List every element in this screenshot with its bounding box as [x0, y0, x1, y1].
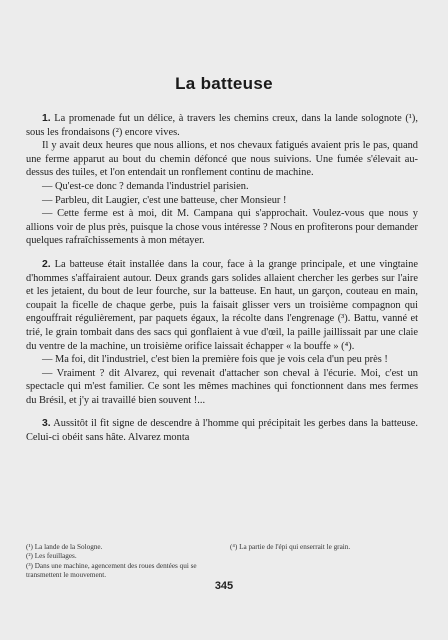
footnote: (¹) La lande de la Sologne. [26, 543, 103, 551]
page-number: 345 [214, 580, 234, 592]
footnotes [26, 543, 418, 581]
paragraph [26, 207, 418, 248]
paragraph-text: — Parbleu, dit Laugier, c'est une batteuse, cher Monsieur ! [42, 194, 287, 206]
paragraph [26, 417, 418, 444]
paragraph [26, 194, 418, 208]
paragraph-text: — Qu'est-ce donc ? demanda l'industriel parisien. [42, 180, 249, 192]
paragraph [26, 112, 418, 139]
paragraph-text: La batteuse était installée dans la cour, face à la grange principale, et une vingtaine d'hommes s'affairaient autour. Deux grands gars solides allaient chercher les gerbes sur l'aire et les jetaient, du bout de leur fourche, sur la batteuse. En haut, un garçon, couteau en main, coupait la ficelle de chaque gerbe, puis la faisait glisser vers un troisième compagnon qui engouffrait régulièrement, par paquets égaux, la récolte dans l'engrenage (³). Battu, vanné et trié, le grain tombait dans des sacs qui gonflaient à vue d'œil, la paille jaillissait par une claie du ventre de la machine, un troisième orifice laissait échapper « la bouffe » (⁴). [26, 258, 418, 352]
paragraph [26, 353, 418, 367]
paragraph-text: Il y avait deux heures que nous allions, et nos chevaux fatigués avaient pris le pas, quand une ferme apparut au bout du chemin défoncé que nous suivions. Une fumée s'élevait au-dessus des tuiles, et l'on entendait un ronflement continu de machine. [26, 140, 418, 179]
paragraph [26, 139, 418, 180]
paragraph-text: — Cette ferme est à moi, dit M. Campana qui s'approchait. Voulez-vous que nous y allions voir de plus près, puisque la chose vous intéresse ? Nous en profiterons pour demander quelques rafraîchissements à mon métayer. [26, 208, 418, 247]
paragraph-text: La promenade fut un délice, à travers les chemins creux, dans la lande solognote (¹), sous les frondaisons (²) encore vives. [26, 113, 418, 138]
section-number: 3. [42, 418, 51, 430]
paragraph-text: — Vraiment ? dit Alvarez, qui revenait d'attacher son cheval à l'écurie. Moi, c'est un spectacle qui m'est familier. Ce sont les mêmes machines qui fonctionnent dans mes fermes du Brésil, et j'y ai travaillé bien souvent !... [26, 367, 418, 406]
chapter-title: La batteuse [175, 74, 273, 93]
paragraph [26, 258, 418, 353]
section-number: 1. [42, 113, 51, 124]
paragraph [26, 367, 418, 408]
footnote: (²) Les feuillages. [26, 552, 77, 561]
section-number: 2. [42, 258, 51, 270]
footnote: (³) Dans une machine, agencement des roues dentées qui se transmettent le mouvement. [26, 561, 197, 580]
paragraph [26, 180, 418, 194]
footnote: (⁴) La partie de l'épi qui enserrait le grain. [230, 543, 351, 551]
body-text [26, 112, 418, 445]
paragraph-text: — Ma foi, dit l'industriel, c'est bien la première fois que je vois cela d'un peu près ! [42, 354, 388, 366]
paragraph-text: Aussitôt il fit signe de descendre à l'homme qui précipitait les gerbes dans la batteuse. Celui-ci obéit sans hâte. Alvarez monta [26, 418, 418, 444]
